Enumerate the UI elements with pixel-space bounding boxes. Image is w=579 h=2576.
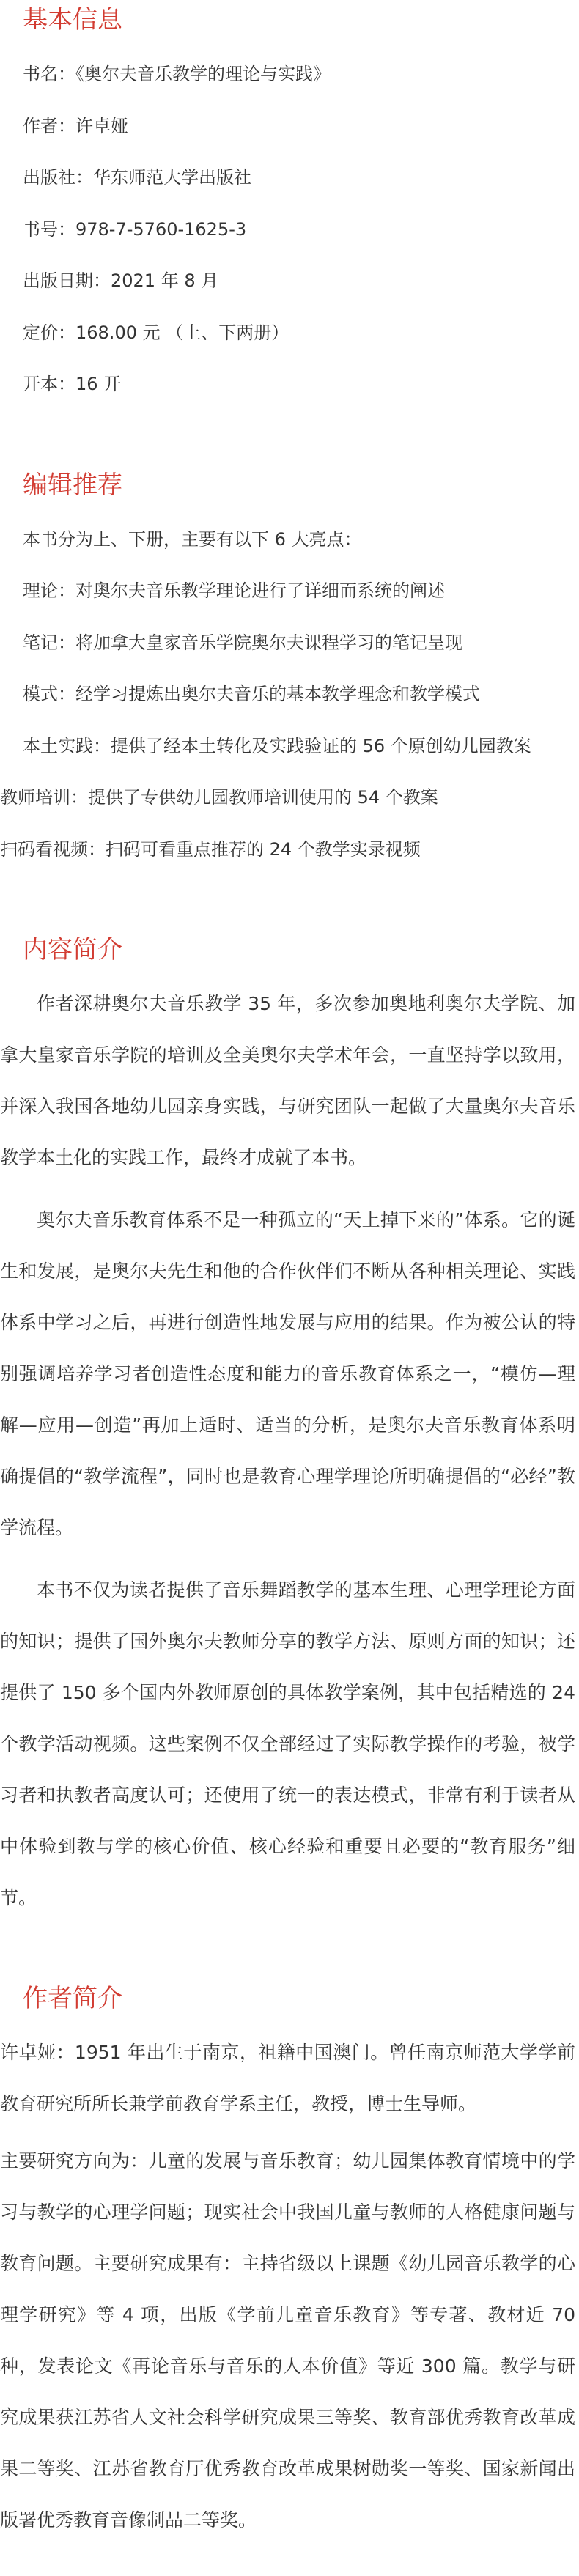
highlight-text: 提供了经本土转化及实践验证的 56 个原创幼儿园教案 <box>111 735 531 756</box>
highlight-label: 理论： <box>23 580 75 601</box>
basic-info-heading: 基本信息 <box>23 5 122 34</box>
info-label: 出版日期： <box>23 270 111 291</box>
info-value: 许卓娅 <box>75 115 128 136</box>
info-value: 《奥尔夫音乐教学的理论与实践》 <box>75 64 331 84</box>
highlight-text: 扫码可看重点推荐的 24 个教学实录视频 <box>106 838 421 860</box>
summary-paragraph: 奥尔夫音乐教育体系不是一种孤立的“天上掉下来的”体系。它的诞生和发展，是奥尔夫先生和他的合作伙伴们不断从各种相关理论、实践体系中学习之后，再进行创造性地发展与应用的结果。作为被公认的特别强调培养学习者创造性态度和能力的音乐教育体系之一，“模仿—理解—应用—创造”再加上适时、适当的分析，是奥尔夫音乐教育体系明确提倡的“教学流程”，同时也是教育心理学理论所明确提倡的“必经”教学流程。 <box>0 1209 575 1538</box>
basic-info-section <box>0 0 575 410</box>
info-value: 978-7-5760-1625-3 <box>75 218 247 240</box>
info-row-title <box>0 48 575 100</box>
info-row-price <box>0 307 575 359</box>
summary-heading: 内容简介 <box>23 935 122 964</box>
summary-paragraph: 作者深耕奥尔夫音乐教学 35 年，多次参加奥地利奥尔夫学院、加拿大皇家音乐学院的培训及全美奥尔夫学术年会，一直坚持学以致用，并深入我国各地幼儿园亲身实践，与研究团队一起做了大量奥尔夫音乐教学本土化的实践工作，最终才成就了本书。 <box>0 993 575 1168</box>
highlight-theory <box>0 565 575 617</box>
highlight-notes <box>0 617 575 669</box>
highlight-label: 本土实践： <box>23 735 111 756</box>
info-value: 华东师范大学出版社 <box>93 167 251 188</box>
author-heading: 作者简介 <box>23 1984 122 2013</box>
info-row-isbn <box>0 204 575 256</box>
highlight-model <box>0 668 575 720</box>
recommend-intro: 本书分为上、下册，主要有以下 6 大亮点： <box>23 528 362 550</box>
info-row-format <box>0 358 575 410</box>
info-row-publisher <box>0 152 575 204</box>
highlight-local-practice <box>0 720 575 772</box>
highlight-label: 教师培训： <box>0 787 88 808</box>
highlight-text: 对奥尔夫音乐教学理论进行了详细而系统的阐述 <box>75 580 445 601</box>
author-paragraph: 主要研究方向为：儿童的发展与音乐教育；幼儿园集体教育情境中的学习与教学的心理学问题；现实社会中我国儿童与教师的人格健康问题与教育问题。主要研究成果有：主持省级以上课题《幼儿园音乐教学的心理学研究》等 4 项，出版《学前儿童音乐教育》等专著、教材近 70 种，发表论文《再论音乐与音乐的人本价值》等近 300 篇。教学与研究成果获江苏省人文社会科学研究成果三等奖、教育部优秀教育改革成果二等奖、江苏省教育厅优秀教育改革成果树勋奖一等奖、国家新闻出版署优秀教育音像制品二等奖。 <box>0 2150 575 2531</box>
highlight-label: 模式： <box>23 684 75 704</box>
summary-paragraph: 本书不仅为读者提供了音乐舞蹈教学的基本生理、心理学理论方面的知识；提供了国外奥尔夫教师分享的教学方法、原则方面的知识；还提供了 150 多个国内外教师原创的具体教学案例，其中包括精选的 24 个教学活动视频。这些案例不仅全部经过了实际教学操作的考验，被学习者和执教者高度认可；还使用了统一的表达模式，非常有利于读者从中体验到教与学的核心价值、核心经验和重要且必要的“教育服务”细节。 <box>0 1579 575 1908</box>
highlight-scan-video <box>0 824 575 876</box>
author-paragraph: 许卓娅：1951 年出生于南京，祖籍中国澳门。曾任南京师范大学学前教育研究所所长兼学前教育学系主任，教授，博士生导师。 <box>0 2042 575 2114</box>
info-label: 开本： <box>23 374 75 394</box>
editor-recommend-section <box>0 465 575 876</box>
info-label: 书号： <box>23 218 75 240</box>
info-label: 出版社： <box>23 167 93 188</box>
info-value: 16 开 <box>75 374 122 394</box>
info-row-author <box>0 100 575 152</box>
highlight-label: 笔记： <box>23 632 75 653</box>
author-section <box>0 1979 575 2546</box>
info-row-publish-date <box>0 255 575 307</box>
info-label: 书名： <box>23 64 75 84</box>
info-label: 作者： <box>23 115 75 136</box>
highlight-text: 经学习提炼出奥尔夫音乐的基本教学理念和教学模式 <box>75 684 480 704</box>
info-label: 定价： <box>23 322 75 343</box>
highlight-text: 提供了专供幼儿园教师培训使用的 54 个教案 <box>88 787 438 808</box>
highlight-text: 将加拿大皇家音乐学院奥尔夫课程学习的笔记呈现 <box>75 632 462 653</box>
editor-recommend-heading: 编辑推荐 <box>23 470 122 500</box>
info-value: 168.00 元 （上、下两册） <box>75 322 290 343</box>
summary-section <box>0 930 575 1924</box>
highlight-teacher-training <box>0 772 575 824</box>
highlight-label: 扫码看视频： <box>0 838 106 860</box>
info-value: 2021 年 8 月 <box>111 270 219 291</box>
